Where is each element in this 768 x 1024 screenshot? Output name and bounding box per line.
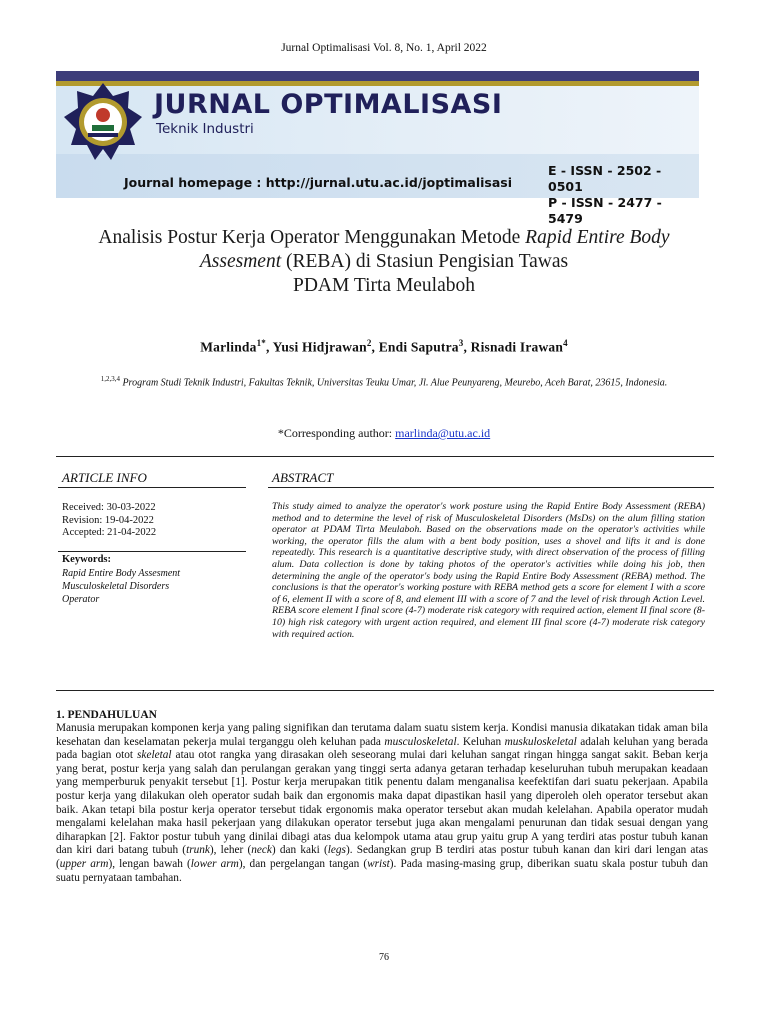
- divider: [58, 487, 246, 488]
- issn-block: [548, 163, 699, 227]
- affiliation-text: Program Studi Teknik Industri, Fakultas Teknik, Universitas Teuku Umar, Jl. Alue Peunyareng, Meurebo, Aceh Barat, 23615, Indonesia.: [122, 377, 668, 389]
- journal-name: JURNAL OPTIMALISASI: [154, 89, 503, 120]
- title-italic: Rapid Entire Body Assesment: [199, 227, 670, 272]
- divider: [268, 487, 714, 488]
- author-name: Marlinda: [200, 339, 257, 355]
- keyword: Rapid Entire Body Assesment: [62, 568, 181, 579]
- title-part-2: (REBA) di Stasiun Pengisian Tawas: [281, 251, 569, 272]
- divider: [56, 690, 714, 691]
- corresponding-email-link[interactable]: marlinda@utu.ac.id: [395, 426, 491, 440]
- author-sup: 1*: [256, 338, 266, 348]
- divider: [56, 456, 714, 457]
- author-name: Endi Saputra: [378, 339, 459, 355]
- title-line-3: PDAM Tirta Meulaboh: [292, 275, 476, 296]
- author-sup: 2: [366, 338, 372, 348]
- author-list: Marlinda$^{1*}$, Yusi Hidjrawan$^2$, Endi Saputra$^3$, Risnadi Irawan$^4$: [200, 338, 568, 355]
- keyword: Operator: [62, 594, 100, 605]
- paper-title: [60, 226, 708, 298]
- journal-homepage: Journal homepage : http://jurnal.utu.ac.id/joptimalisasi: [124, 175, 513, 190]
- article-dates: [62, 502, 156, 540]
- abstract-heading: ABSTRACT: [272, 470, 334, 485]
- journal-banner: [56, 71, 699, 226]
- author-sup: 3: [458, 338, 464, 348]
- article-info-heading: ARTICLE INFO: [62, 470, 147, 485]
- revision-date: Revision: 19-04-2022: [62, 514, 154, 526]
- author-name: Yusi Hidjrawan: [272, 339, 367, 355]
- eissn: E - ISSN - 2502 - 0501: [548, 163, 662, 194]
- affiliation-sup: 1,2,3,4: [100, 375, 120, 383]
- running-header: Jurnal Optimalisasi Vol. 8, No. 1, April 2022: [281, 42, 487, 54]
- received-date: Received: 30-03-2022: [62, 502, 156, 513]
- title-part-1: Analisis Postur Kerja Operator Menggunakan Metode: [98, 227, 526, 248]
- journal-subtitle: Teknik Industri: [156, 121, 254, 137]
- university-seal-icon: [62, 81, 144, 163]
- banner-accent-stripe: [56, 81, 699, 86]
- keywords-list: [62, 567, 180, 606]
- banner-stripe: [56, 71, 699, 81]
- keyword: Musculoskeletal Disorders: [62, 581, 170, 592]
- section-heading: 1. PENDAHULUAN: [56, 709, 157, 721]
- divider: [58, 551, 246, 552]
- page-number: 76: [379, 952, 389, 963]
- accepted-date: Accepted: 21-04-2022: [62, 527, 157, 538]
- body-paragraph: Manusia merupakan komponen kerja yang paling signifikan dan terutama dalam suatu sistem kerja. Kondisi manusia dikatakan tidak aman bila kesehatan dan keselamatan pekerja mulai terganggu oleh keluhan pada musculoskeletal. Keluhan muskuloskeletal adalah keluhan yang berada pada bagian otot skeletal atau otot rangka yang dirasakan oleh seseorang mulai dari keluhan sangat ringan hingga sangat sakit. Beban kerja yang berat, postur kerja yang salah dan perulangan gerakan yang tinggi serta adanya getaran terhadap keseluruhan tubuh merupakan keadaan yang memperburuk penyakit tersebut [1]. Postur kerja merupakan titik penentu dalam menganalisa keefektifan dari suatu pekerjaan. Apabila postur kerja yang dilakukan oleh operator sudah baik dan ergonomis maka dapat dipastikan hasil yang diperoleh oleh operator tersebut akan baik. Akan tetapi bila postur kerja operator tersebut tidak ergonomis maka operator tersebut akan mudah kelelahan. Apabila operator mudah mengalami kelelahan maka hasil pekerjaan yang dilakukan operator tersebut juga akan mengalami penurunan dan tidak sesuai dengan yang diharapkan [2]. Faktor postur tubuh yang dinilai dibagi atas dua kelompok utama atau grup yaitu grup A yang terdiri atas postur tubuh kanan dan kiri dari batang tubuh (trunk), leher (neck) dan kaki (legs). Sedangkan grup B terdiri atas postur tubuh kanan dan kiri dari lengan atas (upper arm), lengan bawah (lower arm), dan pergelangan tangan (wrist). Pada masing-masing grup, diberikan suatu skala postur tubuh dan suatu pernyataan tambahan.: [56, 722, 708, 884]
- author-sup: 4: [563, 338, 568, 348]
- corresponding-label: *Corresponding author:: [277, 426, 396, 440]
- pissn: P - ISSN - 2477 - 5479: [548, 195, 662, 226]
- corresponding-author: [0, 426, 768, 441]
- abstract-text: This study aimed to analyze the operator's work posture using the Rapid Entire Body Assessment (REBA) method and to determine the level of risk of Musculoskeletal Disorders (MsDs) on the alum filling station operator at PDAM Tirta Meulaboh. Based on the observations made on the operator's activities while working, the operator fills the alum with a bent body position, uses a shovel and lifts it and is done repeatedly. This research is a quantitative descriptive study, with direct observation of the process of filling alum. Data collection is done by taking photos of the operator's activities while doing his job, then determining the angle of the operator's body using the Rapid Entire Body Assessment (REBA) method. The conclusions is that the operator's working posture with REBA method gets a score for element I with a score of 6, element II with a score of 8, and element III with a score of 7 and the level of risk through Action Level. REBA score element I final score (4-7) moderate risk category with required action, element II final score (8-10) high risk category with urgent action required, and element III final score (4-7) moderate risk category with required action.: [272, 501, 705, 640]
- author-name: Risnadi Irawan: [470, 339, 564, 355]
- affiliation: [70, 373, 698, 389]
- keywords-label: Keywords:: [62, 554, 111, 565]
